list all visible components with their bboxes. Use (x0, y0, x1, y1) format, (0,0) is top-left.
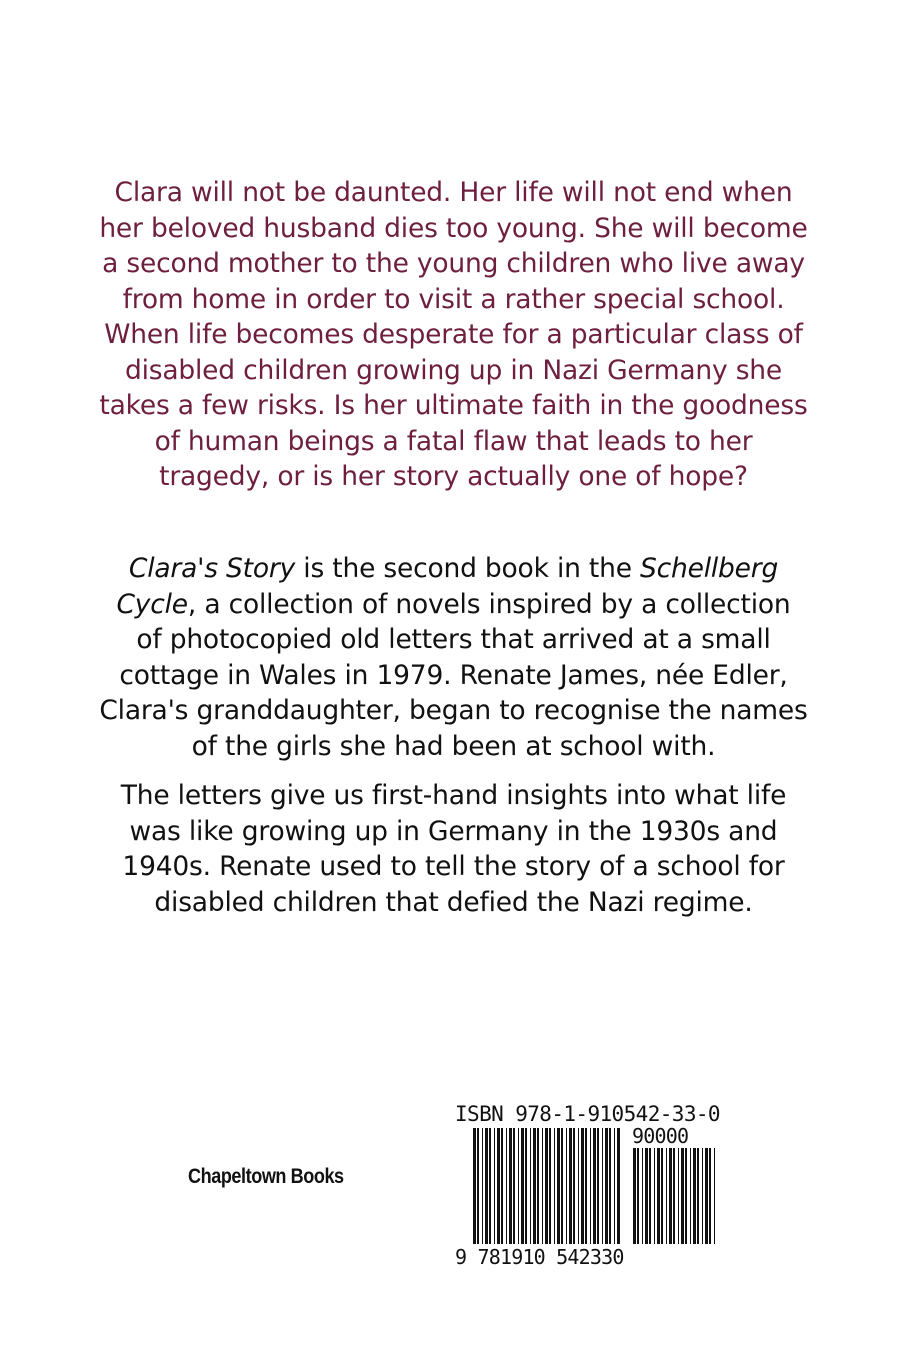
barcode-bar (645, 1148, 648, 1244)
blurb-2-text: is the second book in the (295, 553, 641, 584)
barcode-bar (489, 1128, 491, 1244)
barcode-bar (593, 1128, 596, 1244)
blurb-2-line: of the girls she had been at school with. (191, 730, 716, 762)
barcode-bar (521, 1128, 524, 1244)
blurb-1-line: disabled children growing up in Nazi Germany she (124, 354, 783, 386)
blurb-1-line: a second mother to the young children who live away (102, 248, 805, 279)
blurb-1-line: takes a few risks. Is her ultimate faith in the goodness (99, 390, 808, 421)
blurb-3-line: was like growing up in Germany in the 1930s and (129, 815, 778, 847)
blurb-2-text: , a collection of novels inspired by a collection (187, 588, 791, 620)
barcode-bar (637, 1148, 639, 1244)
barcode-bar (709, 1148, 711, 1244)
blurb-2-line: of photocopied old letters that arrived at a small (136, 624, 771, 655)
blurb-1-line: tragedy, or is her story actually one of hope? (159, 461, 748, 492)
barcode-bar (573, 1128, 575, 1244)
publisher-name: Chapeltown Books (188, 1165, 344, 1188)
barcode-bar (685, 1148, 687, 1244)
barcode-bar (673, 1148, 675, 1244)
blurb-1-line: her beloved husband dies too young. She will become (99, 212, 808, 244)
barcode-bar (513, 1128, 515, 1244)
barcode-bar (602, 1128, 603, 1244)
barcode-bar (566, 1128, 567, 1244)
blurb-2-line (60, 551, 847, 587)
barcode-bar (581, 1128, 584, 1244)
barcode-bar (569, 1128, 572, 1244)
blurb-paragraph-1 (60, 175, 847, 495)
barcode-bar (537, 1128, 539, 1244)
book-title: Clara's Story (128, 553, 296, 584)
barcode-bar (690, 1148, 691, 1244)
barcode-bar (654, 1148, 655, 1244)
barcode-bar (482, 1128, 483, 1244)
barcode-bar (545, 1128, 548, 1244)
barcode-bar (477, 1128, 479, 1244)
barcode-bar (614, 1128, 615, 1244)
barcode-bar (554, 1128, 555, 1244)
barcode-bar (509, 1128, 512, 1244)
barcode-bar (617, 1128, 620, 1244)
barcode-bar (561, 1128, 563, 1244)
blurb-2-line: Clara's granddaughter, began to recognise the names (99, 695, 808, 726)
blurb-2-line (60, 587, 847, 623)
blurb-1-line: of human beings a fatal flaw that leads to her (154, 425, 753, 457)
barcode-bar (609, 1128, 611, 1244)
ean-digits: 9 781910 542330 (455, 1245, 624, 1269)
isbn-label: ISBN 978-1-910542-33-0 (455, 1102, 720, 1126)
barcode-bar (501, 1128, 503, 1244)
barcode-bar (494, 1128, 495, 1244)
blurb-3-line: 1940s. Renate used to tell the story of a school for (122, 851, 785, 882)
barcode-bar (666, 1148, 667, 1244)
isbn-barcode-block (453, 1102, 721, 1272)
barcode-bar (633, 1148, 636, 1244)
series-name-part: Schellberg (640, 553, 779, 584)
barcode-bar (678, 1148, 679, 1244)
blurb-3-line: The letters give us first-hand insights into what life (120, 780, 787, 811)
barcode-bar (669, 1148, 672, 1244)
barcode-bar (705, 1148, 708, 1244)
blurb-paragraph-3 (60, 778, 847, 920)
barcode-bar (585, 1128, 587, 1244)
barcode-bar (525, 1128, 527, 1244)
barcode-bar (473, 1128, 476, 1244)
blurb-2-line: cottage in Wales in 1979. Renate James, née Edler, (119, 659, 788, 691)
barcode-bar (485, 1128, 488, 1244)
barcode-bar (590, 1128, 591, 1244)
barcode-bar (661, 1148, 663, 1244)
barcode-bar (649, 1148, 651, 1244)
barcode-bar (549, 1128, 551, 1244)
barcode-bar (714, 1148, 715, 1244)
blurb-1-line: Clara will not be daunted. Her life will not end when (114, 177, 793, 208)
blurb-1-line: When life becomes desperate for a particular class of (104, 319, 803, 350)
barcode-bar (542, 1128, 543, 1244)
barcode-bar (657, 1148, 660, 1244)
series-name-part: Cycle (116, 588, 188, 620)
barcode-bar (506, 1128, 507, 1244)
barcode-bar (578, 1128, 579, 1244)
barcode-bar (642, 1148, 643, 1244)
price-code: 90000 (632, 1124, 689, 1148)
barcode-bar (557, 1128, 560, 1244)
blurb-3-line: disabled children that defied the Nazi regime. (154, 886, 753, 918)
barcode-bar (597, 1128, 599, 1244)
barcode-bar (518, 1128, 519, 1244)
barcode-bar (530, 1128, 531, 1244)
barcode-bar (497, 1128, 500, 1244)
blurb-paragraph-2 (60, 551, 847, 764)
barcode-bar (702, 1148, 703, 1244)
barcode-bar (533, 1128, 536, 1244)
barcode-bar (697, 1148, 699, 1244)
blurb-1-line: from home in order to visit a rather special school. (122, 283, 785, 315)
barcode-bar (693, 1148, 696, 1244)
barcode-bar (681, 1148, 684, 1244)
barcode-bar (605, 1128, 608, 1244)
